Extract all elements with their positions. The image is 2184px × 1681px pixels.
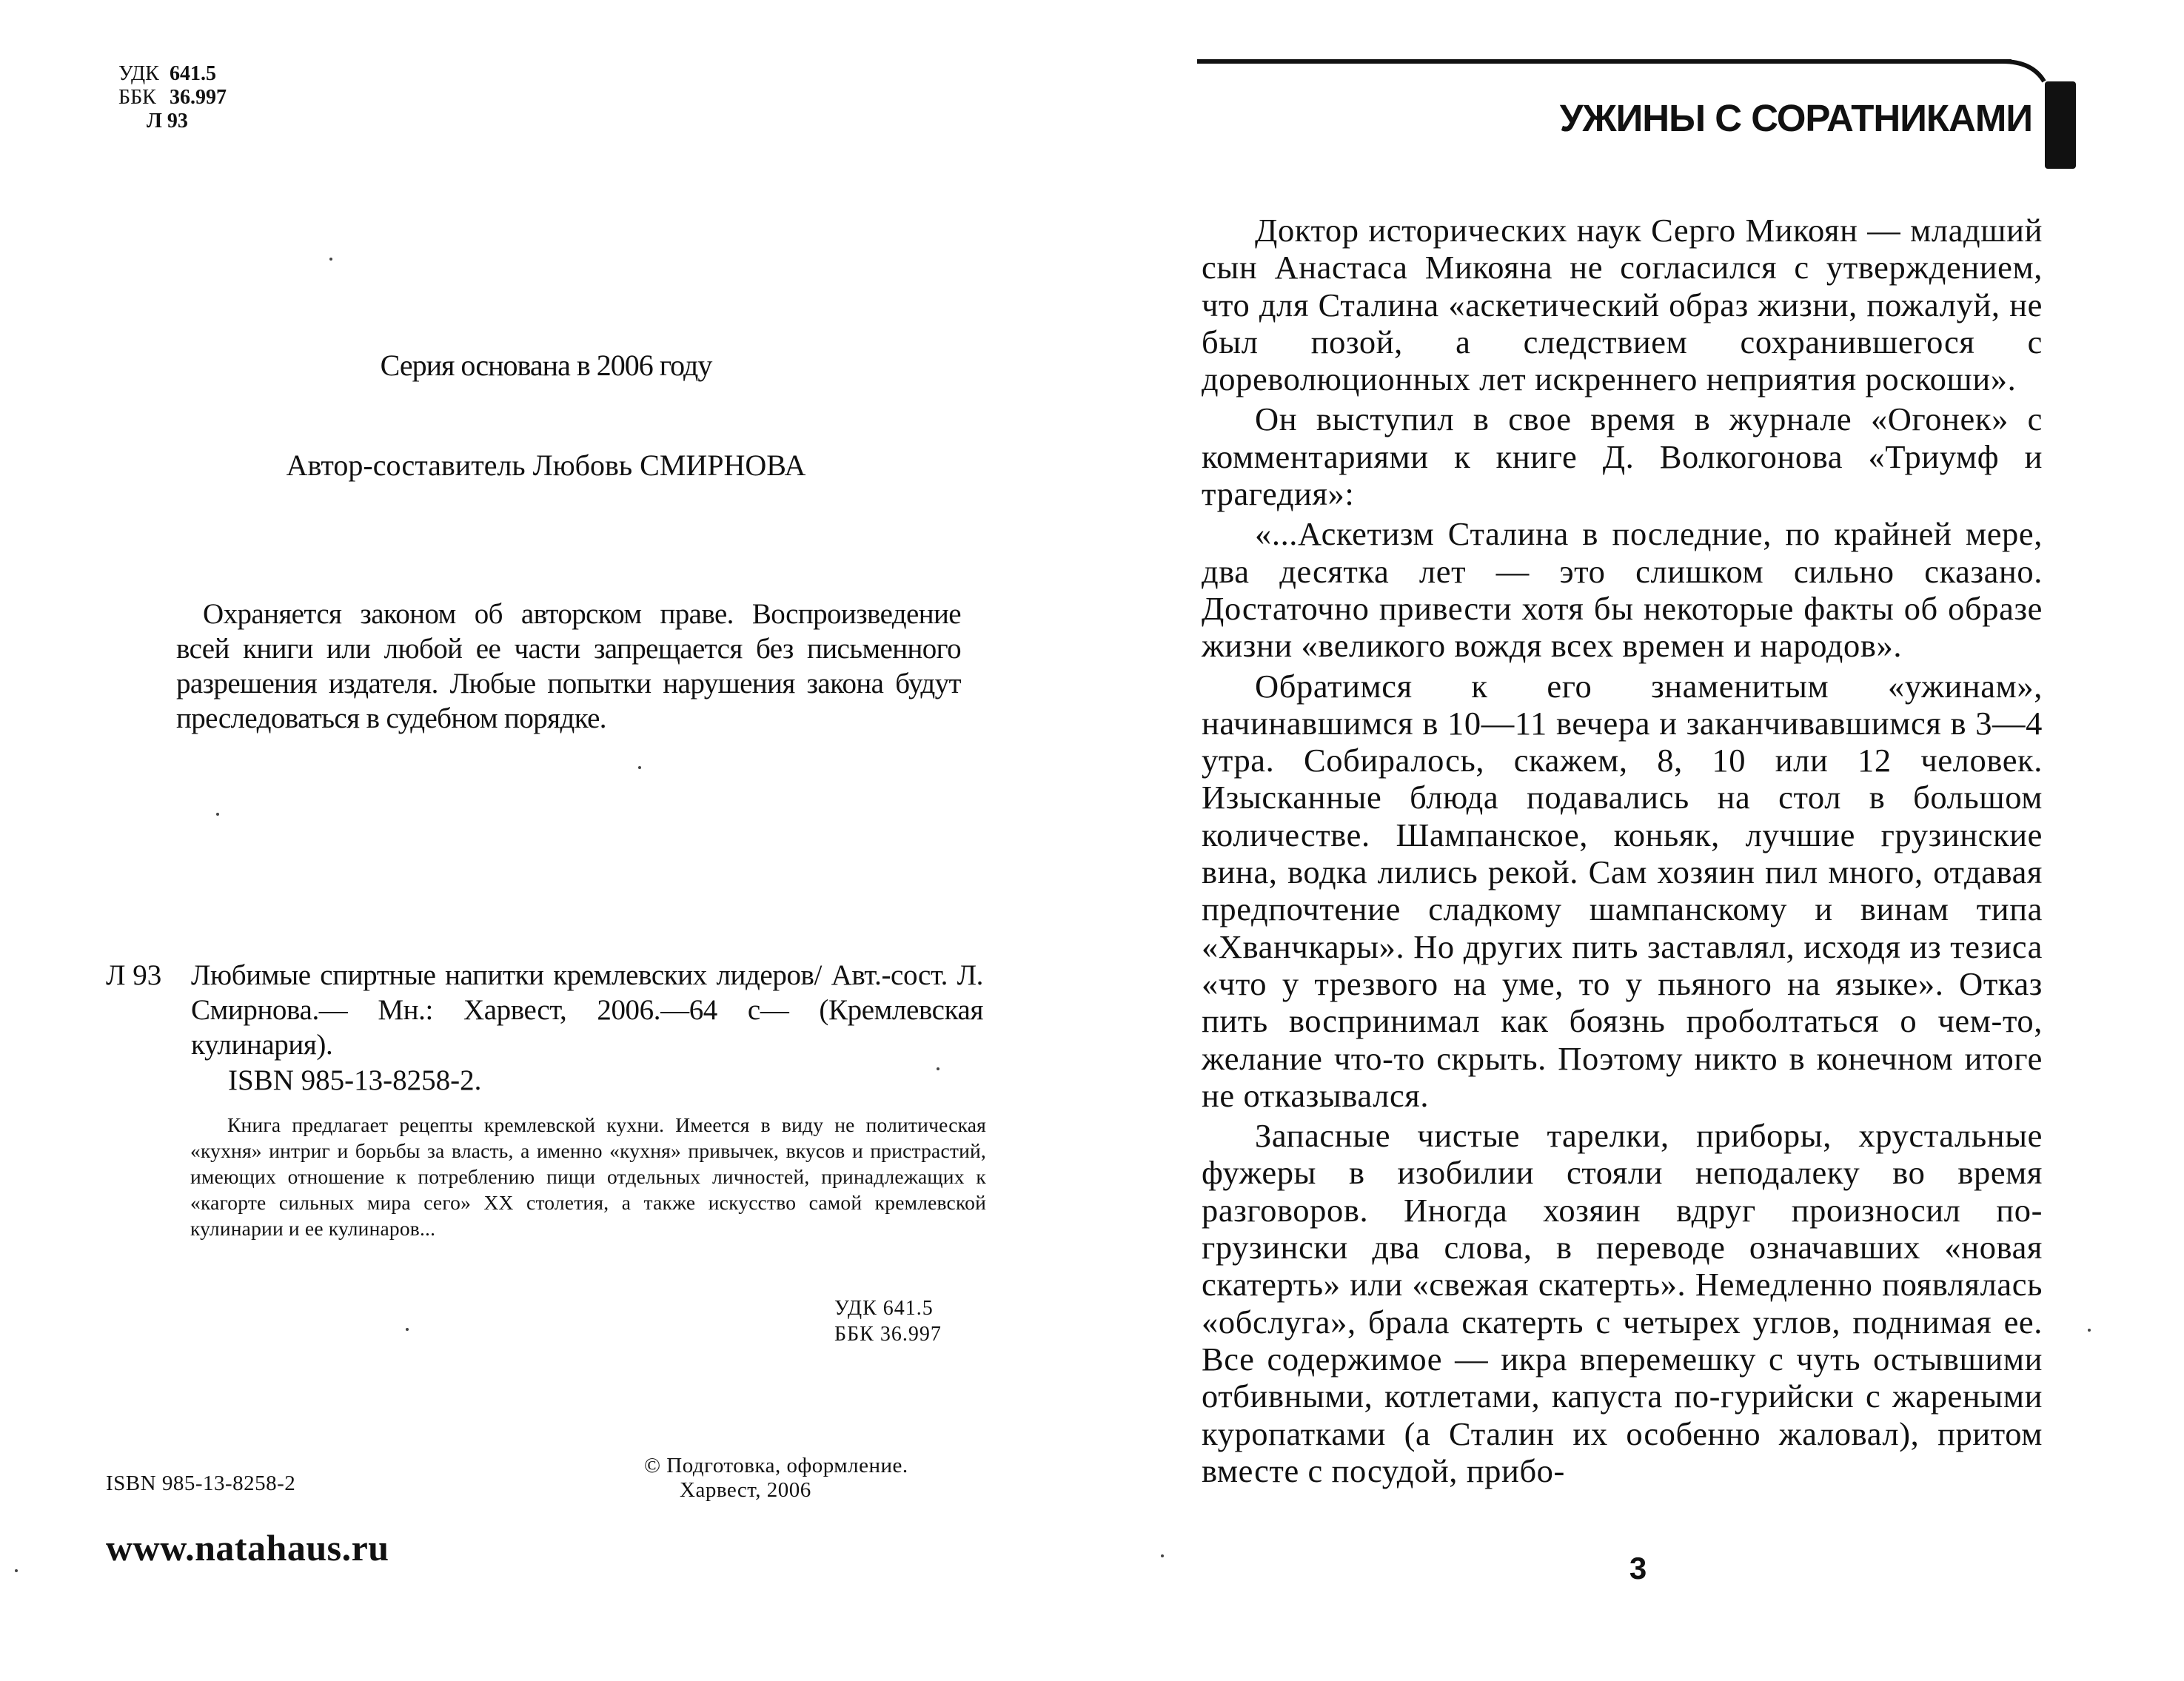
- bbk-bottom: ББК 36.997: [834, 1323, 942, 1346]
- scan-speck: [2088, 1329, 2091, 1332]
- copyright-notice: Охраняется законом об авторском праве. Воспроизведение всей книги или любой ее части запрещается без письменного разрешения издателя. Любые попытки нарушения закона будут преследоваться в судебном порядке.: [176, 598, 961, 734]
- bbk-label: ББК: [118, 86, 156, 109]
- preparation-line-2: Харвест, 2006: [680, 1478, 811, 1502]
- author-mark: Л 93: [147, 110, 188, 132]
- paragraph: Доктор исторических наук Серго Микоян — младший сын Анастаса Микояна не согласился с утверждением, что для Сталина «аскетический образ жизни, пожалуй, не был позой, а следствием сохранившегося с дореволюционных лет искреннего неприятия роскоши».: [1202, 212, 2043, 398]
- udk-bottom: УДК 641.5: [834, 1297, 934, 1320]
- bottom-classification: [834, 1295, 942, 1347]
- scan-speck: [329, 258, 332, 261]
- scan-speck: [1161, 1554, 1164, 1557]
- preparation-line-1: © Подготовка, оформление.: [644, 1454, 908, 1477]
- classification-codes: [118, 62, 227, 133]
- paragraph: Он выступил в свое время в журнале «Огонек» с комментариями к книге Д. Волкогонова «Триумф и трагедия»:: [1202, 400, 2043, 513]
- header-rule: [1197, 59, 2012, 64]
- chapter-title: УЖИНЫ С СОРАТНИКАМИ: [1559, 97, 2032, 139]
- isbn-bottom: ISBN 985-13-8258-2: [106, 1472, 296, 1495]
- biblio-code: Л 93: [106, 959, 162, 991]
- udk-value: 641.5: [170, 62, 216, 85]
- right-page: [1092, 0, 2184, 1681]
- scan-speck: [406, 1328, 409, 1331]
- chapter-body: [1202, 212, 2043, 1492]
- biblio-isbn: ISBN 985-13-8258-2.: [228, 1064, 482, 1096]
- scan-speck: [216, 813, 219, 816]
- website-url: www.natahaus.ru: [106, 1527, 389, 1568]
- book-annotation: Книга предлагает рецепты кремлевской кухни. Имеется в виду не политическая «кухня» интриг и борьбы за власть, а именно «кухня» привычек, вкусов и пристрастий, имеющих отношение к потреблению пищи отдельных личностей, принадлежащих к «кагорте сильных мира сего» XX столетия, а также искусство самой кремлевской кулинарии и ее кулинаров...: [190, 1113, 986, 1240]
- paragraph: «...Аскетизм Сталина в последние, по крайней мере, два десятка лет — это слишком сильно сказано. Достаточно привести хотя бы некоторые факты об образе жизни «великого вождя всех времен и народов».: [1202, 515, 2043, 665]
- page-number: 3: [1629, 1551, 1647, 1586]
- scan-speck: [937, 1067, 939, 1070]
- scan-speck: [15, 1569, 18, 1572]
- paragraph: Запасные чистые тарелки, приборы, хрустальные фужеры в изобилии стояли неподалеку во время разговоров. Иногда хозяин вдруг произносил по-грузински два слова, в переводе означавших «новая скатерть» или «свежая скатерть». Немедленно появлялась «обслуга», брала скатерть с четырех углов, поднимая ее. Все содержимое — икра вперемешку с чуть остывшими отбивными, котлетами, капуста по-гурийски с жареными куропатками (а Сталин их особенно жаловал), притом вместе с посудой, прибо-: [1202, 1117, 2043, 1489]
- chapter-side-tab: [2045, 81, 2076, 169]
- author-line: Автор-составитель Любовь СМИРНОВА: [286, 449, 806, 482]
- udk-code: [118, 62, 227, 86]
- series-note: Серия основана в 2006 году: [380, 349, 712, 382]
- bbk-code: [118, 86, 227, 110]
- scan-speck: [638, 766, 641, 769]
- paragraph: Обратимся к его знаменитым «ужинам», начинавшимся в 10—11 вечера и заканчивавшимся в 3—4 утра. Собиралось, скажем, 8, 10 или 12 человек. Изысканные блюда подавались на стол в большом количестве. Шампанское, коньяк, лучшие грузинские вина, водка лились рекой. Сам хозяин пил много, отдавая предпочтение сладкому шампанскому и винам типа «Хванчкары». Но других пить заставлял, исходя из тезиса «что у трезвого на уме, то у пьяного на языке». Отказ пить воспринимал как боязнь проболтаться о чем-то, желание что-то скрыть. Поэтому никто в конечном итоге не отказывался.: [1202, 667, 2043, 1114]
- udk-label: УДК: [118, 62, 159, 85]
- biblio-entry: Любимые спиртные напитки кремлевских лидеров/ Авт.-сост. Л. Смирнова.— Мн.: Харвест, 2006.—64 с— (Кремлевская кулинария).: [191, 959, 983, 1061]
- bbk-value: 36.997: [170, 86, 227, 109]
- preparation-credit: [644, 1454, 908, 1503]
